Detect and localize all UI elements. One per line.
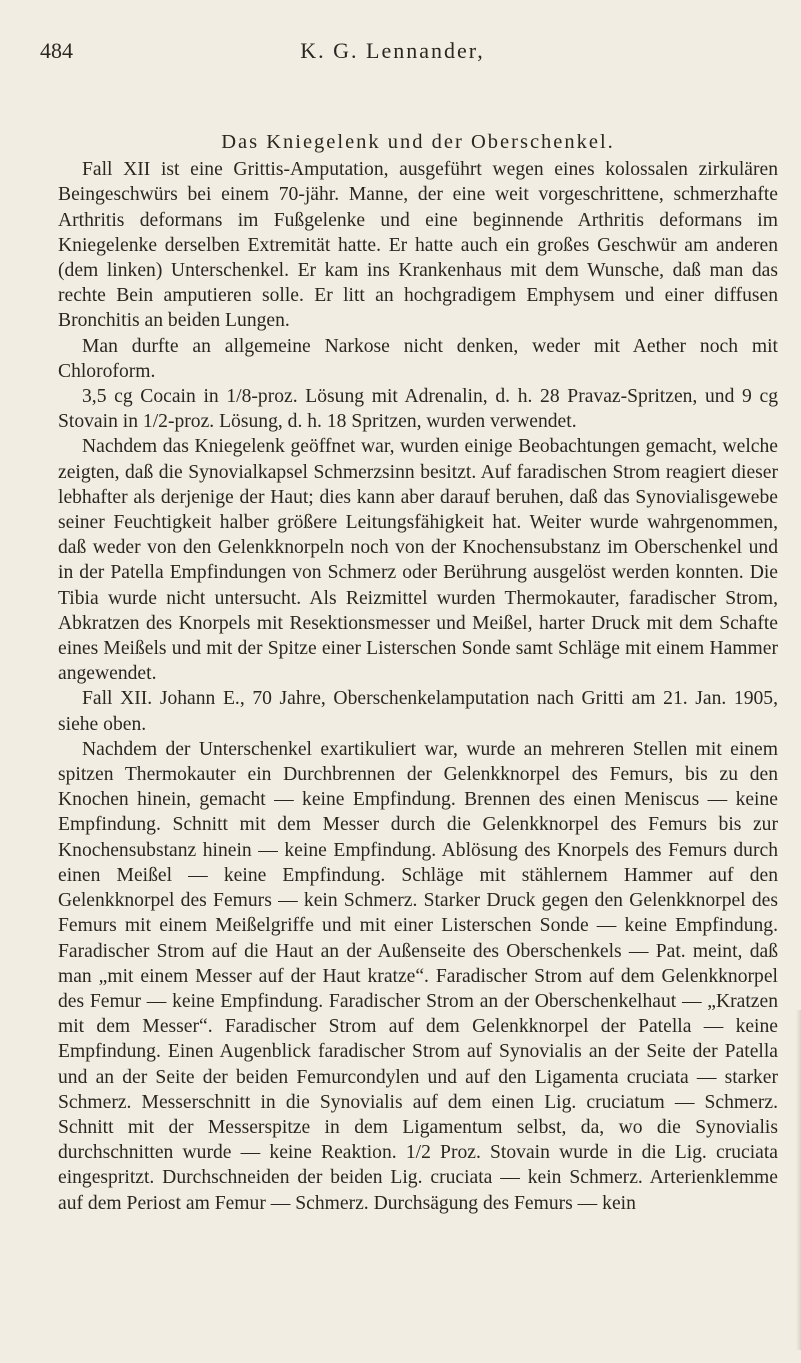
paragraph: Man durfte an allgemeine Narkose nicht denken, weder mit Aether noch mit Chloroform. bbox=[58, 335, 778, 382]
running-head bbox=[40, 38, 745, 66]
body-text bbox=[58, 130, 778, 1216]
page-edge-shadow bbox=[796, 1010, 801, 1350]
paragraph: 3,5 cg Cocain in 1/8-proz. Lösung mit Adrenalin, d. h. 28 Pravaz-Spritzen, und 9 cg Stovain in 1/2-proz. Lösung, d. h. 18 Spritzen, wurden verwendet. bbox=[58, 386, 778, 433]
page-number: 484 bbox=[40, 38, 73, 63]
section-heading: Das Kniegelenk und der Oberschenkel. bbox=[221, 131, 615, 153]
paragraph: Fall XII. Johann E., 70 Jahre, Oberschenkelamputation nach Gritti am 21. Jan. 1905, siehe oben. bbox=[58, 688, 778, 735]
paragraph: Nachdem das Kniegelenk geöffnet war, wurden einige Beobachtungen gemacht, welche zeigten, daß die Synovialkapsel Schmerzsinn besitzt. Auf faradischen Strom reagiert dieser lebhafter als derjenige der Haut; dies kann aber darauf beruhen, daß das Synovialisgewebe seiner Feuchtigkeit halber größere Leitungsfähigkeit hat. Weiter wurde wahrgenommen, daß weder von den Gelenkknorpeln noch von der Knochensubstanz im Oberschenkel und in der Patella Empfindungen von Schmerz oder Berührung ausgelöst werden konnten. Die Tibia wurde nicht untersucht. Als Reizmittel wurden Thermokauter, faradischer Strom, Abkratzen des Knorpels mit Resektionsmesser und Meißel, harter Druck mit dem Schafte eines Meißels und mit der Spitze einer Listerschen Sonde samt Schläge mit einem Hammer angewendet. bbox=[58, 436, 778, 685]
paragraph: Nachdem der Unterschenkel exartikuliert war, wurde an mehreren Stellen mit einem spitzen Thermokauter ein Durchbrennen der Gelenkknorpel des Femurs, bis zu den Knochen hinein, gemacht — keine Empfindung. Brennen des einen Meniscus — keine Empfindung. Schnitt mit dem Messer durch die Gelenkknorpel des Femurs bis zur Knochensubstanz hinein — keine Empfindung. Ablösung des Knorpels des Femurs durch einen Meißel — keine Empfindung. Schläge mit stählernem Hammer auf den Gelenkknorpel des Femurs — kein Schmerz. Starker Druck gegen den Gelenkknorpel des Femurs mit einem Meißelgriffe und mit einer Listerschen Sonde — keine Empfindung. Faradischer Strom auf die Haut an der Außenseite des Oberschenkels — Pat. meint, daß man „mit einem Messer auf der Haut kratze“. Faradischer Strom auf dem Gelenkknorpel des Femur — keine Empfindung. Faradischer Strom an der Oberschenkelhaut — „Kratzen mit dem Messer“. Faradischer Strom auf dem Gelenkknorpel der Patella — keine Empfindung. Einen Augenblick faradischer Strom auf Synovialis an der Seite der Patella und an der Seite der beiden Femurcondylen und auf den Ligamenta cruciata — starker Schmerz. Messerschnitt in die Synovialis auf dem einen Lig. cruciatum — Schmerz. Schnitt mit der Messerspitze in dem Ligamentum selbst, da, wo die Synovialis durchschnitten wurde — keine Reaktion. 1/2 Proz. Stovain wurde in die Lig. cruciata eingespritzt. Durchschneiden der beiden Lig. cruciata — kein Schmerz. Arterienklemme auf dem Periost am Femur — Schmerz. Durchsägung des Femurs — kein bbox=[58, 738, 778, 1214]
running-title: K. G. Lennander, bbox=[300, 38, 485, 63]
paragraph: Fall XII ist eine Grittis-Amputation, ausgeführt wegen eines kolossalen zirkulären Beingeschwürs bei einem 70-jähr. Manne, der eine weit vorgeschrittene, schmerzhafte Arthritis deformans im Fußgelenke und eine beginnende Arthritis deformans im Kniegelenke derselben Extremität hatte. Er hatte auch ein großes Geschwür am anderen (dem linken) Unterschenkel. Er kam ins Krankenhaus mit dem Wunsche, daß man das rechte Bein amputieren solle. Er litt an hochgradigem Emphysem und einer diffusen Bronchitis an beiden Lungen. bbox=[58, 159, 778, 332]
